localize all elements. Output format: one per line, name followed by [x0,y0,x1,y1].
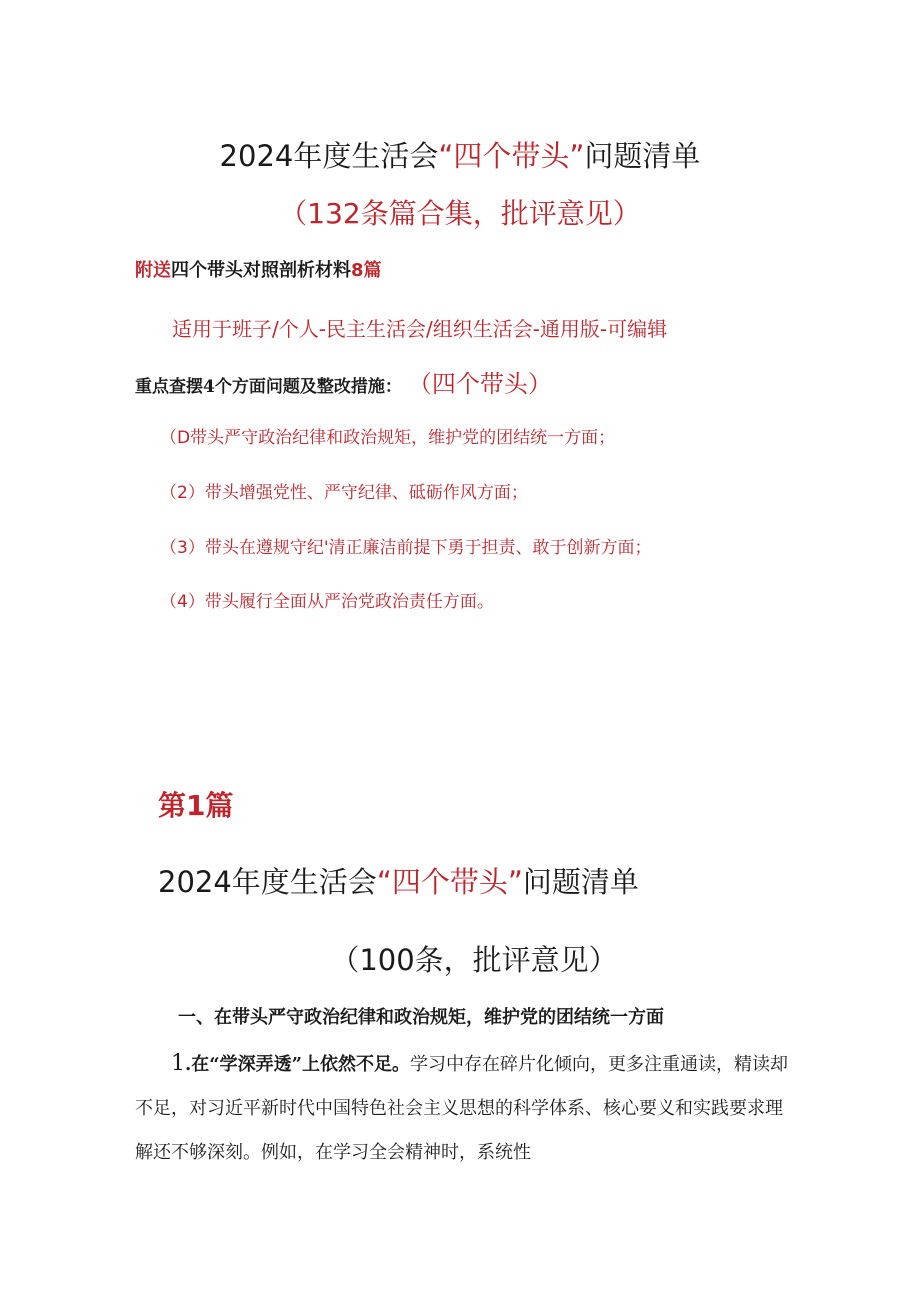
attachment-text: 四个带头对照剖析材料 [171,260,351,281]
paragraph-number: 1 [171,1051,185,1076]
focus-paren: （四个带头） [419,370,552,398]
section-heading: 一、在带头严守政治纪律和政治规矩，维护党的团结统一方面 [178,1007,664,1028]
focus-line [135,364,552,399]
title-quote: “四个带头” [438,139,585,173]
body-paragraph [135,1042,795,1175]
attachment-line [135,256,382,282]
paragraph-lead: .在“学深弄透”上依然不足。 [185,1054,410,1075]
chapter-title [158,860,639,901]
focus-label: 重点查摆4个方面问题及整改措施： [135,377,402,397]
document-title [0,134,920,175]
chapter-title-prefix: 2024年度生活会 [158,865,377,899]
focus-item-4: （4）带头履行全面从严治党政治责任方面。 [160,592,494,612]
chapter-heading: 第1篇 [158,789,234,822]
applies-to-line: 适用于班子/个人-民主生活会/组织生活会-通用版-可编辑 [172,317,668,341]
paragraph-body: 学习中存在碎片化倾向，更多注重通读，精读却不足，对习近平新时代中国特色社会主义思想的科学体系、核心要义和实践要求理解还不够深刻。例如，在学习全会精神时，系统性 [135,1054,788,1163]
chapter-title-suffix: 问题清单 [522,865,639,899]
chapter-title-quote: “四个带头” [376,865,523,899]
focus-item-3: （3）带头在遵规守纪'清正廉洁前提下勇于担责、敢于创新方面； [160,538,652,558]
document-subtitle: （132条篇合集，批评意见） [279,197,641,230]
attachment-count: 8篇 [351,260,382,281]
focus-item-1: （D带头严守政治纪律和政治规矩，维护党的团结统一方面； [160,428,616,448]
title-suffix: 问题清单 [584,139,701,173]
chapter-subtitle: （100条，批评意见） [330,943,618,977]
focus-item-2: （2）带头增强党性、严守纪律、砥砺作风方面； [160,483,528,503]
attachment-prefix: 附送 [135,260,171,281]
title-prefix: 2024年度生活会 [219,139,439,173]
